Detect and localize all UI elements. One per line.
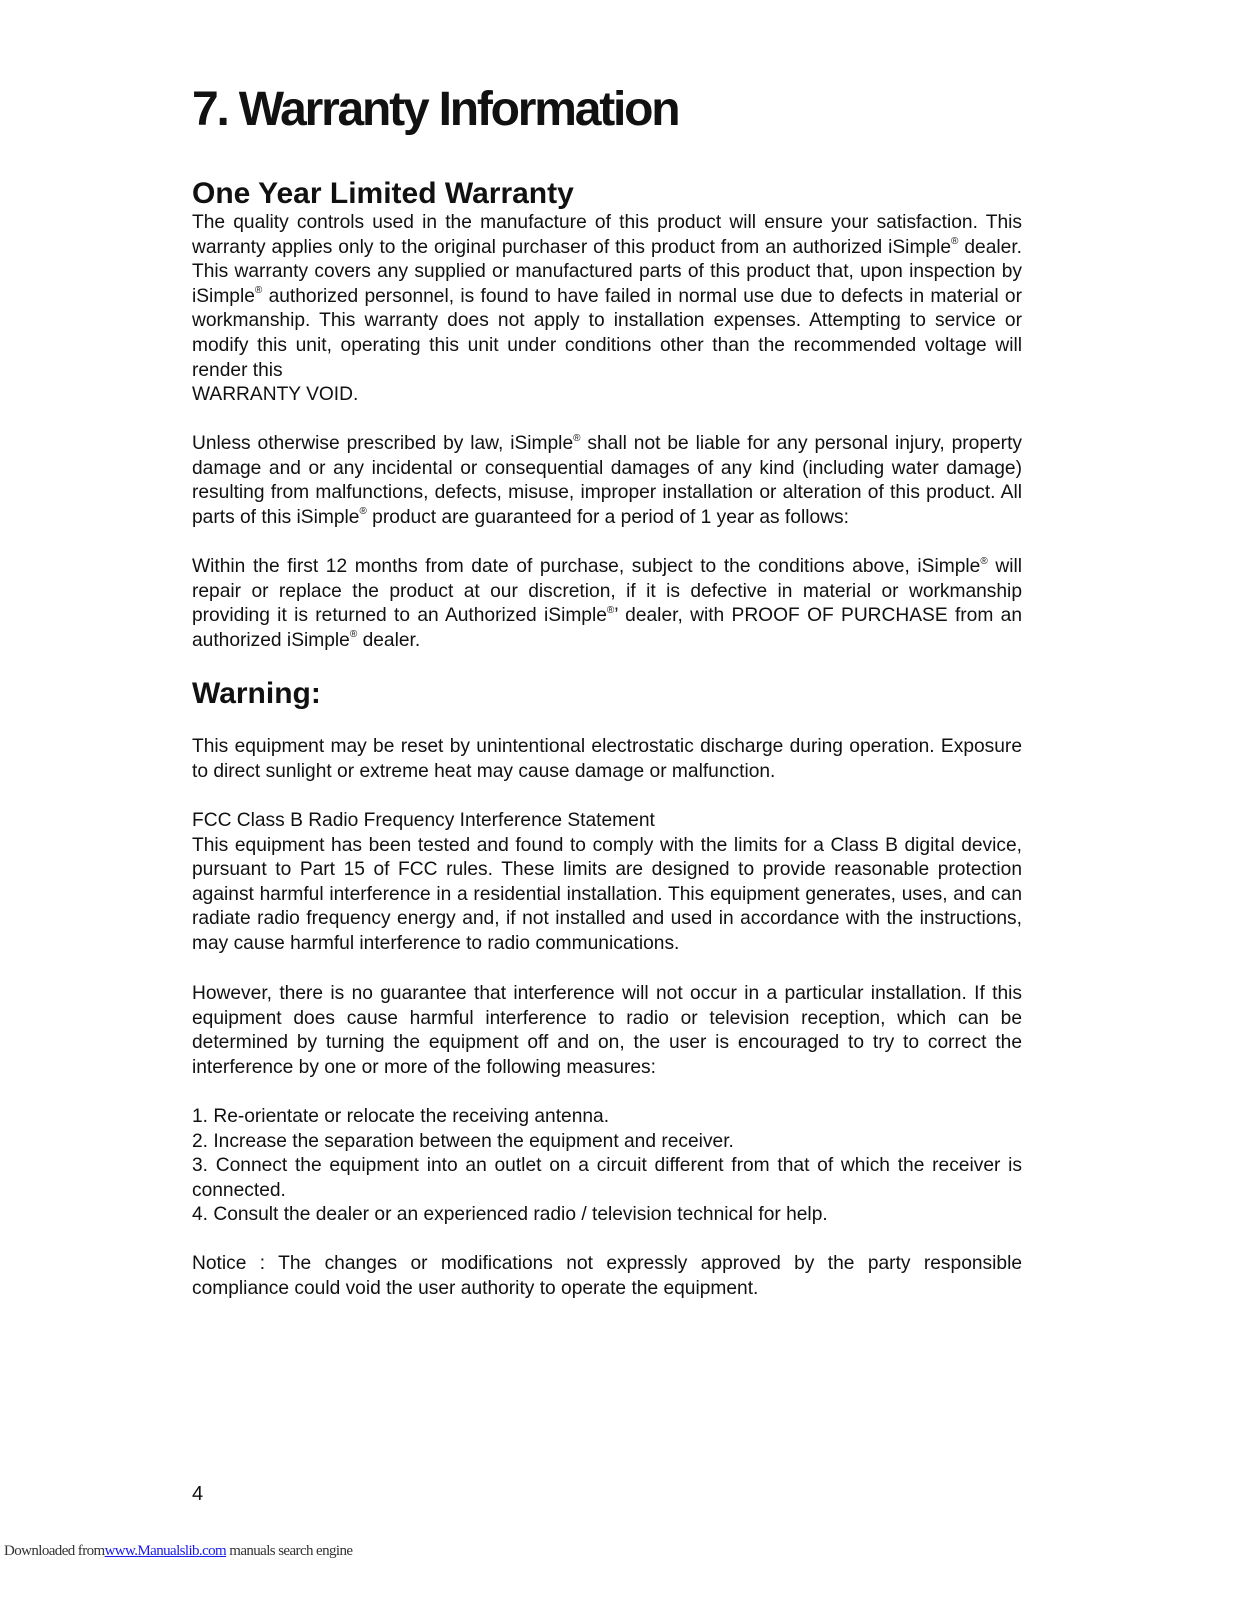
fcc-paragraph: This equipment has been tested and found to comply with the limits for a Class B digital device, pursuant to Part 15 of FCC rules. These limits are designed to provide reasonable protection against harmful interference in a residential installation. This equipment generates, uses, and can radiate radio frequency energy and, if not installed and used in accordance with the instructions, may cause harmful interference to radio communications. xyxy=(192,834,1022,954)
footer-suffix: manuals search engine xyxy=(226,1543,353,1559)
fcc-heading: FCC Class B Radio Frequency Interference Statement xyxy=(192,810,655,831)
liability-section xyxy=(192,432,1022,530)
warning-paragraph: This equipment may be reset by unintentional electrostatic discharge during operation. Exposure to direct sunlight or extreme heat may cause damage or malfunction. xyxy=(192,736,1022,782)
warning-heading: Warning: xyxy=(192,677,321,710)
download-footer xyxy=(4,1542,352,1560)
manualslib-link[interactable]: www.Manualslib.com xyxy=(104,1543,227,1559)
list-item: 3. Connect the equipment into an outlet on a circuit different from that of which the receiver is connected. xyxy=(192,1155,1022,1201)
page-title: 7. Warranty Information xyxy=(192,83,679,136)
repair-section xyxy=(192,555,1022,653)
warranty-paragraph: The quality controls used in the manufacture of this product will ensure your satisfaction. This warranty applies only to the original purchaser of this product from an authorized iSimple® dealer. This warranty covers any supplied or manufactured parts of this product that, upon inspection by iSimple® authorized personnel, is found to have failed in normal use due to defects in material or workmanship. This warranty does not apply to installation expenses. Attempting to service or modify this unit, operating this unit under conditions other than the recommended voltage will render this xyxy=(192,212,1022,381)
repair-paragraph: Within the first 12 months from date of purchase, subject to the conditions above, iSimple® will repair or replace the product at our discretion, if it is defective in material or workmanship providing it is returned to an Authorized iSimple®’ dealer, with PROOF OF PURCHASE from an authorized iSimple® dealer. xyxy=(192,555,1022,651)
notice-section xyxy=(192,1252,1022,1301)
page-number: 4 xyxy=(192,1483,204,1505)
warranty-section xyxy=(192,211,1022,408)
liability-paragraph: Unless otherwise prescribed by law, iSimple® shall not be liable for any personal injury, property damage and or any incidental or consequential damages of any kind (including water damage) resulting from malfunctions, defects, misuse, improper installation or alteration of this product. All parts of this iSimple® product are guaranteed for a period of 1 year as follows: xyxy=(192,432,1022,528)
list-item: 1. Re-orientate or relocate the receiving antenna. xyxy=(192,1106,610,1127)
fcc-section xyxy=(192,809,1022,957)
notice-paragraph: Notice : The changes or modifications not expressly approved by the party responsible compliance could void the user authority to operate the equipment. xyxy=(192,1253,1022,1299)
warranty-heading: One Year Limited Warranty xyxy=(192,177,574,210)
list-item: 2. Increase the separation between the equipment and receiver. xyxy=(192,1130,734,1152)
warning-section xyxy=(192,735,1022,784)
warranty-void-line: WARRANTY VOID. xyxy=(192,384,359,406)
measures-list xyxy=(192,1105,1022,1228)
footer-prefix: Downloaded from xyxy=(4,1543,105,1559)
interference-section xyxy=(192,982,1022,1080)
interference-paragraph: However, there is no guarantee that interference will not occur in a particular installation. If this equipment does cause harmful interference to radio or television reception, which can be determined by turning the equipment off and on, the user is encouraged to try to correct the interference by one or more of the following measures: xyxy=(192,983,1022,1078)
list-item: 4. Consult the dealer or an experienced radio / television technical for help. xyxy=(192,1204,828,1226)
